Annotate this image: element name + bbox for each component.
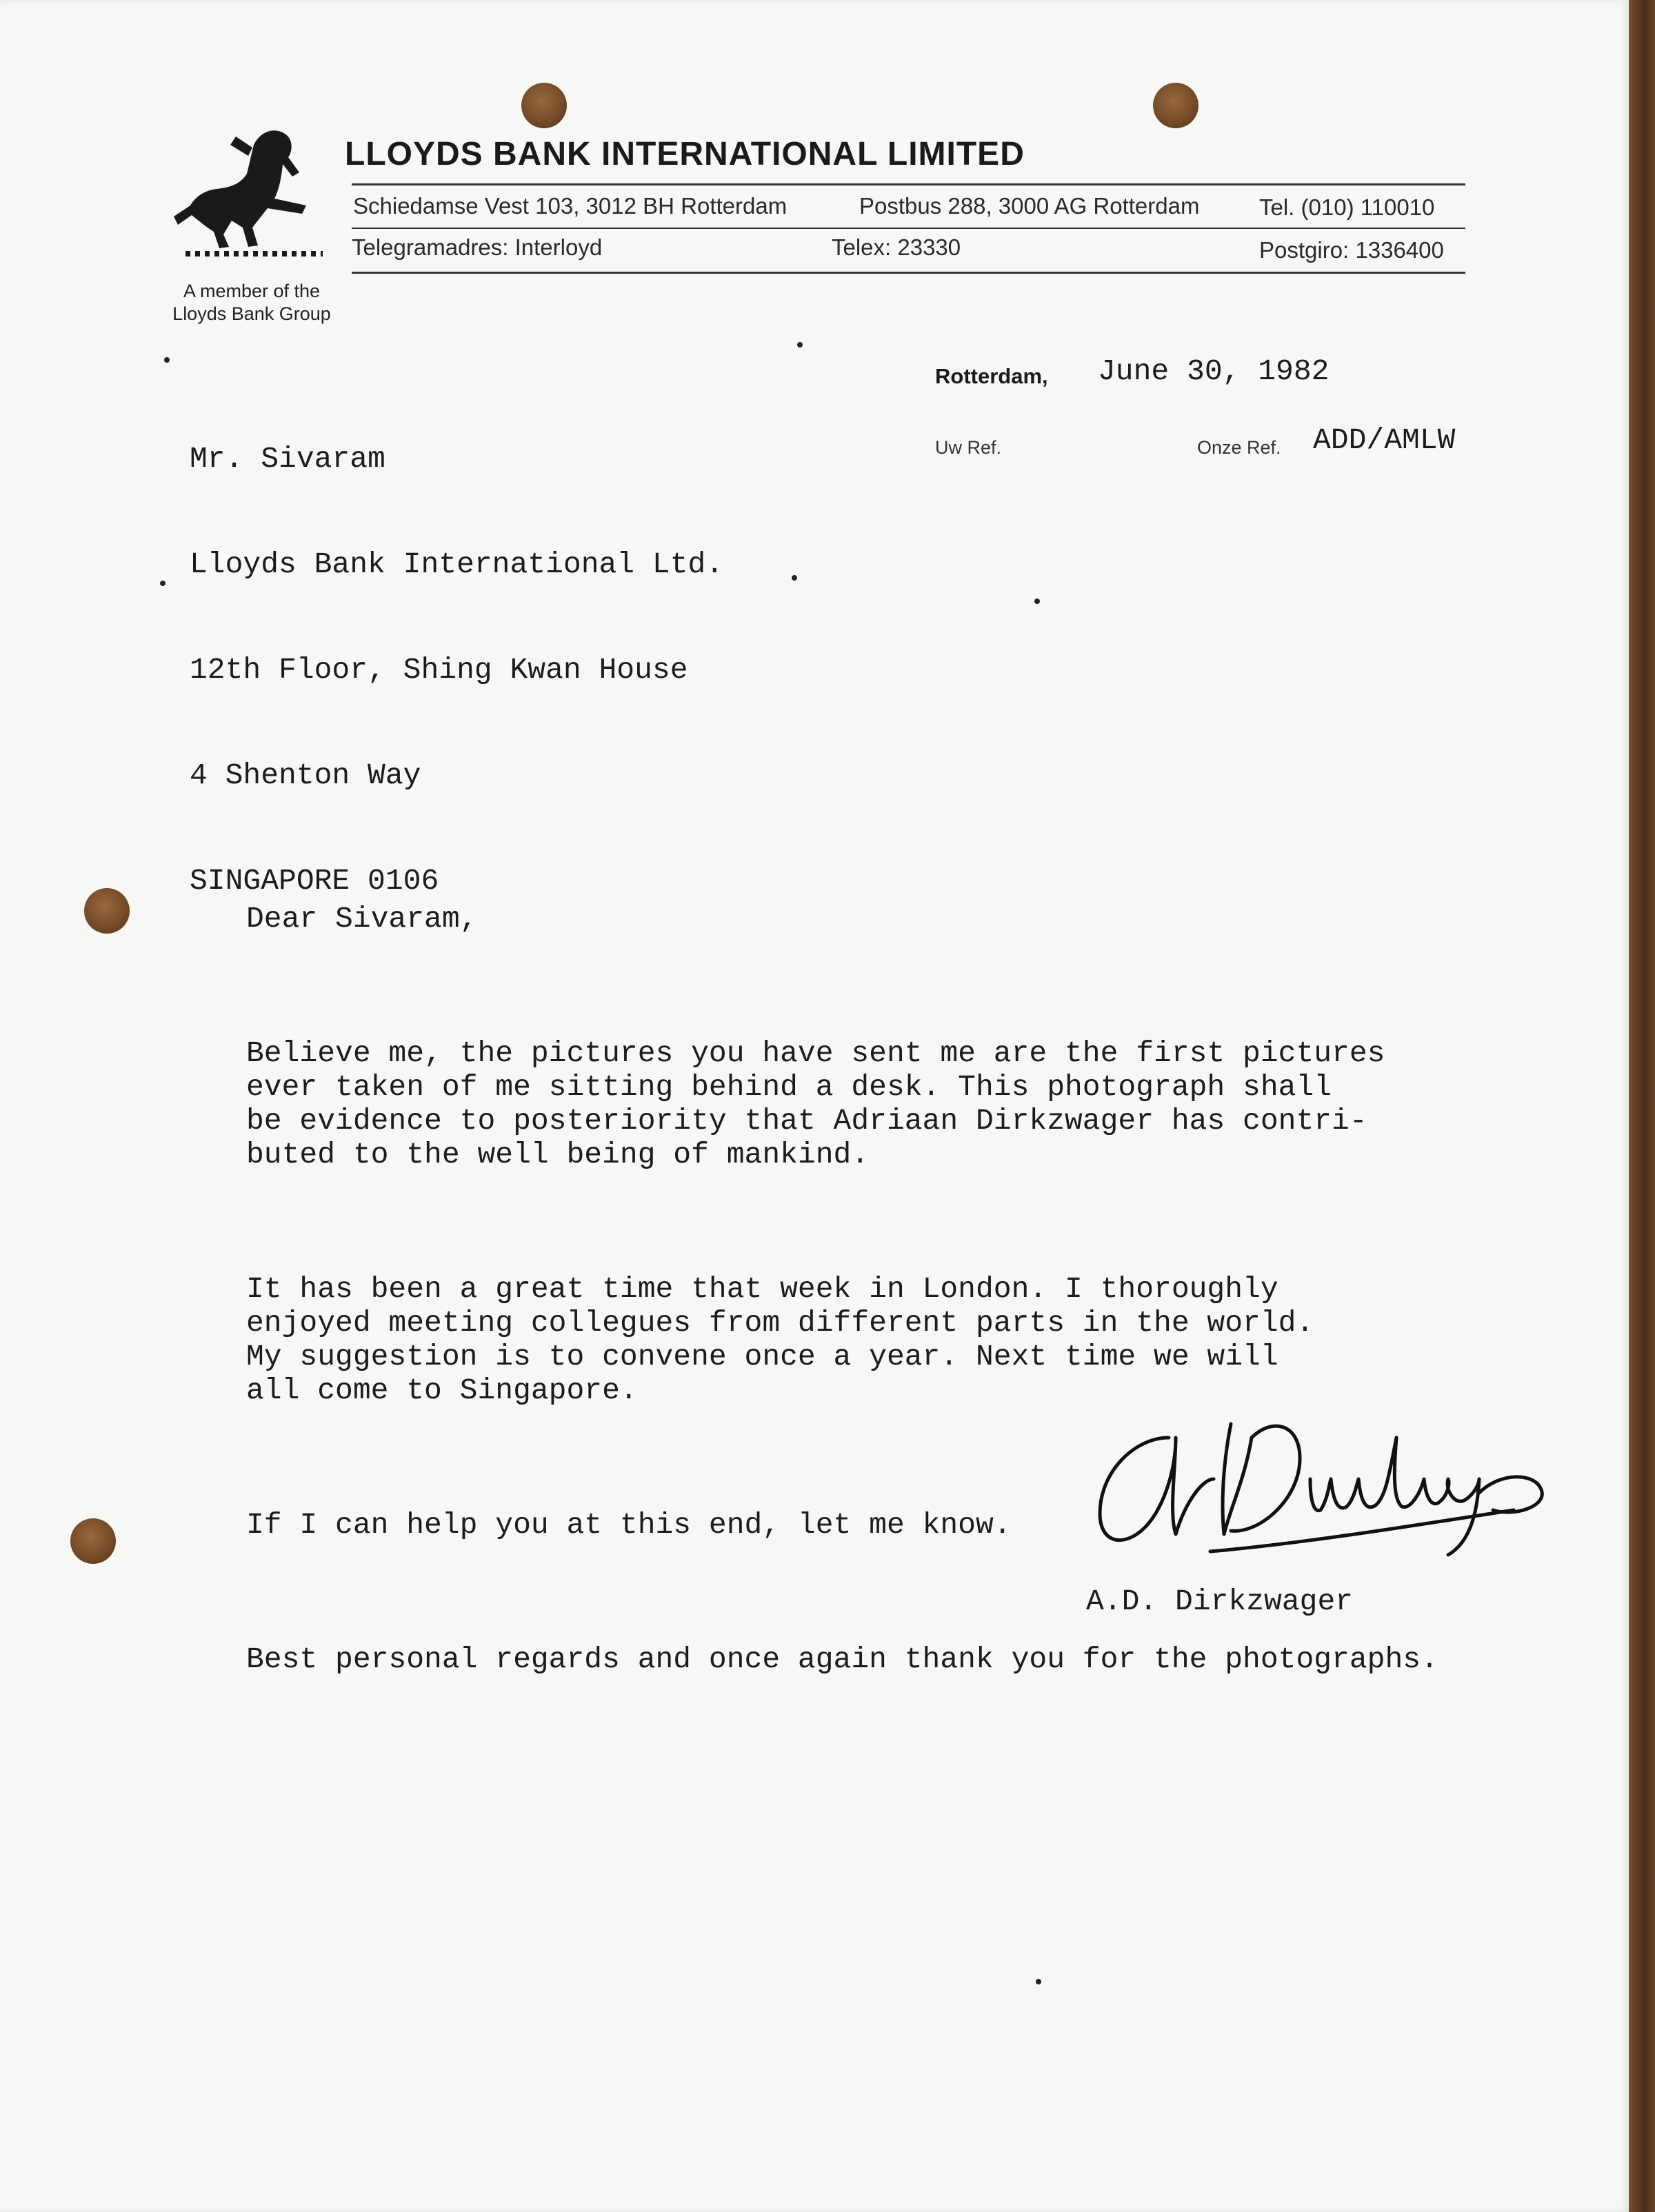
punch-hole (521, 83, 567, 128)
telegram-address: Telegramadres: Interloyd (352, 234, 603, 260)
recipient-line: 4 Shenton Way (190, 758, 421, 792)
recipient-line: SINGAPORE 0106 (190, 864, 439, 898)
letterhead-rule (352, 272, 1465, 274)
our-ref-label: Onze Ref. (1197, 437, 1281, 458)
letter-date: June 30, 1982 (1098, 354, 1330, 388)
signer-name: A.D. Dirkzwager (1086, 1585, 1354, 1618)
paragraph: If I can help you at this end, let me know. (246, 1508, 1012, 1542)
paragraph: It has been a great time that week in London. I thoroughly enjoyed meeting collegues from different parts in the world. My suggestion is to convene once a year. Next time we will all come to Singapore. (246, 1272, 1314, 1407)
member-line: A member of the (183, 281, 321, 301)
handwritten-signature (1072, 1396, 1569, 1589)
place-label: Rotterdam, (935, 364, 1048, 388)
your-ref-label: Uw Ref. (935, 437, 1002, 458)
street-address: Schiedamse Vest 103, 3012 BH Rotterdam (353, 193, 788, 219)
bank-name: LLOYDS BANK INTERNATIONAL LIMITED (345, 136, 1025, 172)
group-membership-note (152, 280, 352, 325)
paper-speck (1036, 1979, 1041, 1984)
wooden-background (1629, 0, 1655, 2212)
punch-hole (1153, 83, 1198, 128)
paragraph: Believe me, the pictures you have sent me are the first pictures ever taken of me sitting behind a desk. This photograph shall be evidence to posteriority that Adriaan Dirkzwager has contri- buted to the well being of mankind. (246, 1036, 1385, 1172)
postbus-address: Postbus 288, 3000 AG Rotterdam (859, 193, 1200, 219)
telex-number: Telex: 23330 (832, 234, 961, 260)
paper-speck (797, 342, 803, 348)
paper-speck (1034, 599, 1040, 604)
postgiro-number: Postgiro: 1336400 (1259, 237, 1444, 263)
paper-speck (160, 581, 166, 586)
telephone: Tel. (010) 110010 (1259, 194, 1435, 220)
our-reference: ADD/AMLW (1313, 423, 1456, 457)
paper-speck (792, 575, 797, 581)
punch-hole (84, 888, 130, 934)
salutation: Dear Sivaram, (246, 902, 478, 936)
letterhead-rule (352, 183, 1465, 185)
letterhead-rule (352, 228, 1465, 229)
member-line: Lloyds Bank Group (172, 303, 331, 324)
recipient-line: Mr. Sivaram (190, 442, 385, 476)
recipient-line: Lloyds Bank International Ltd. (190, 547, 724, 581)
punch-hole (70, 1518, 116, 1564)
paragraph: Best personal regards and once again thank you for the photographs. (246, 1642, 1438, 1676)
paper-speck (164, 357, 170, 363)
recipient-line: 12th Floor, Shing Kwan House (190, 653, 688, 687)
black-horse-icon (171, 124, 343, 269)
